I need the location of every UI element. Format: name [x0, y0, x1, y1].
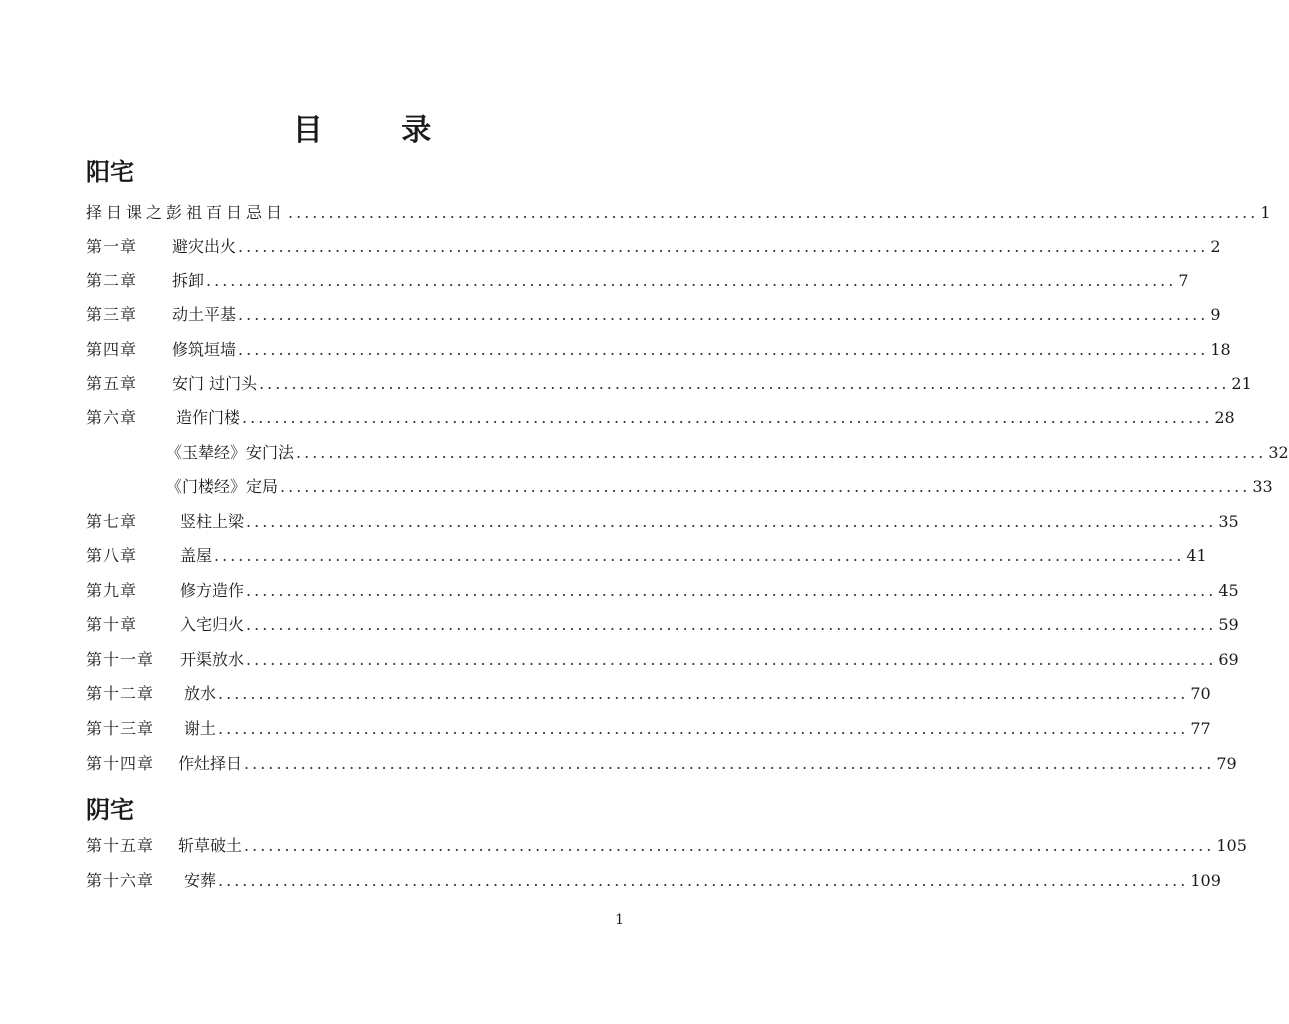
page-title: 目 录: [292, 113, 466, 148]
entry-title: 择日课之彭祖百日忌日: [86, 203, 287, 222]
entry-title: 《门楼经》定局: [166, 477, 279, 496]
entry-title: 修筑垣墙: [172, 340, 237, 359]
entry-title: 动土平基: [172, 305, 237, 324]
entry-page: 109: [1190, 871, 1221, 890]
leader-dots: ........................................................................................................................: [246, 581, 1217, 600]
entry-chapter: 第二章: [86, 271, 138, 290]
toc-entry: [86, 749, 1237, 775]
toc-entry: [86, 714, 1211, 740]
toc-entry: [86, 541, 1207, 567]
leader-dots: ........................................................................................................................: [288, 203, 1259, 222]
toc-entry: [86, 300, 1221, 326]
entry-page: 18: [1210, 340, 1231, 359]
entry-page: 28: [1214, 408, 1235, 427]
entry-title: 修方造作: [180, 581, 245, 600]
leader-dots: ........................................................................................................................: [218, 719, 1189, 738]
toc-entry: [86, 266, 1189, 292]
entry-title: 安门 过门头: [172, 374, 258, 393]
entry-page: 79: [1216, 754, 1237, 773]
leader-dots: ........................................................................................................................: [242, 408, 1213, 427]
entry-title: 作灶择日: [178, 754, 243, 773]
toc-subentry: [86, 472, 1273, 498]
entry-page: 9: [1210, 305, 1221, 324]
toc-entry: [86, 403, 1235, 429]
entry-chapter: 第十一章: [86, 650, 155, 669]
leader-dots: ........................................................................................................................: [244, 836, 1215, 855]
leader-dots: ........................................................................................................................: [246, 615, 1217, 634]
entry-page: 35: [1218, 512, 1239, 531]
section-heading-yinzhai: 阴宅: [86, 796, 134, 824]
toc-entry: [86, 198, 1271, 224]
entry-page: 59: [1218, 615, 1239, 634]
entry-title: 盖屋: [180, 546, 213, 565]
leader-dots: ........................................................................................................................: [246, 512, 1217, 531]
toc-entry: [86, 335, 1231, 361]
section-heading-yangzhai: 阳宅: [86, 158, 134, 186]
leader-dots: ........................................................................................................................: [206, 271, 1177, 290]
leader-dots: ........................................................................................................................: [238, 237, 1209, 256]
entry-title: 避灾出火: [172, 237, 237, 256]
entry-chapter: 第十五章: [86, 836, 155, 855]
leader-dots: ........................................................................................................................: [259, 374, 1230, 393]
entry-chapter: 第一章: [86, 237, 138, 256]
leader-dots: ........................................................................................................................: [238, 305, 1209, 324]
entry-chapter: 第六章: [86, 408, 138, 427]
entry-page: 7: [1178, 271, 1189, 290]
toc-entry: [86, 369, 1252, 395]
leader-dots: ........................................................................................................................: [296, 443, 1267, 462]
entry-chapter: 第十四章: [86, 754, 155, 773]
entry-page: 77: [1190, 719, 1211, 738]
leader-dots: ........................................................................................................................: [238, 340, 1209, 359]
entry-chapter: 第八章: [86, 546, 138, 565]
entry-title: 造作门楼: [176, 408, 241, 427]
entry-chapter: 第三章: [86, 305, 138, 324]
toc-entry: [86, 507, 1239, 533]
entry-page: 70: [1190, 684, 1211, 703]
entry-page: 105: [1216, 836, 1247, 855]
entry-chapter: 第十章: [86, 615, 138, 634]
entry-chapter: 第十三章: [86, 719, 155, 738]
toc-entry: [86, 576, 1239, 602]
toc-entry: [86, 679, 1211, 705]
toc-entry: [86, 645, 1239, 671]
entry-chapter: 第五章: [86, 374, 138, 393]
toc-entry: [86, 866, 1221, 892]
entry-page: 32: [1268, 443, 1289, 462]
entry-title: 竖柱上梁: [180, 512, 245, 531]
entry-title: 放水: [184, 684, 217, 703]
entry-chapter: 第九章: [86, 581, 138, 600]
leader-dots: ........................................................................................................................: [218, 871, 1189, 890]
entry-page: 33: [1252, 477, 1273, 496]
entry-chapter: 第四章: [86, 340, 138, 359]
entry-title: 安葬: [184, 871, 217, 890]
entry-chapter: 第七章: [86, 512, 138, 531]
entry-title: 斩草破土: [178, 836, 243, 855]
entry-title: 入宅归火: [180, 615, 245, 634]
entry-page: 69: [1218, 650, 1239, 669]
entry-page: 1: [1260, 203, 1271, 222]
page-number: 1: [615, 912, 624, 928]
entry-page: 45: [1218, 581, 1239, 600]
entry-chapter: 第十二章: [86, 684, 155, 703]
toc-entry: [86, 232, 1221, 258]
entry-page: 21: [1231, 374, 1252, 393]
entry-title: 《玉辇经》安门法: [166, 443, 295, 462]
leader-dots: ........................................................................................................................: [214, 546, 1185, 565]
leader-dots: ........................................................................................................................: [244, 754, 1215, 773]
toc-entry: [86, 610, 1239, 636]
toc-subentry: [86, 438, 1289, 464]
toc-entry: [86, 831, 1247, 857]
entry-title: 拆卸: [172, 271, 205, 290]
leader-dots: ........................................................................................................................: [246, 650, 1217, 669]
entry-title: 开渠放水: [180, 650, 245, 669]
leader-dots: ........................................................................................................................: [280, 477, 1251, 496]
entry-page: 2: [1210, 237, 1221, 256]
entry-chapter: 第十六章: [86, 871, 155, 890]
leader-dots: ........................................................................................................................: [218, 684, 1189, 703]
entry-page: 41: [1186, 546, 1207, 565]
entry-title: 谢土: [184, 719, 217, 738]
